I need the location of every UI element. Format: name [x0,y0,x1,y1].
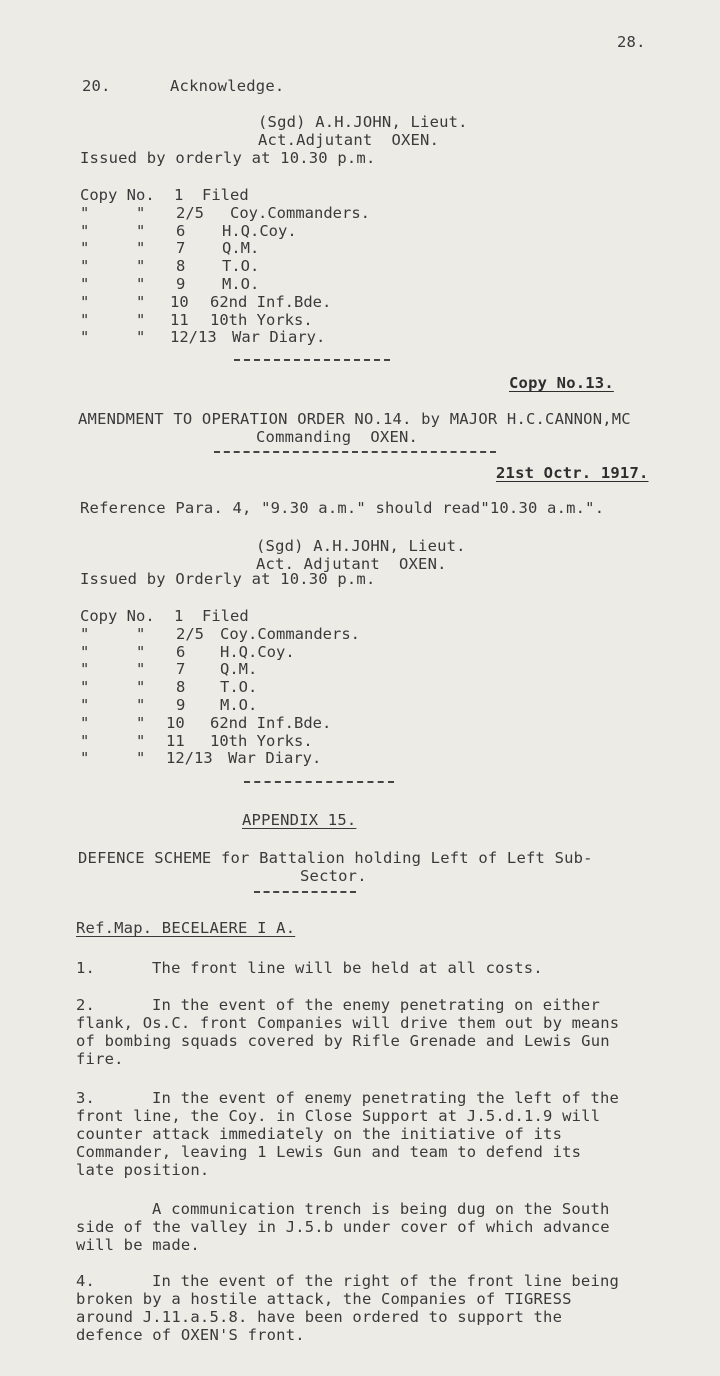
para-3b-line-3: will be made. [76,1236,200,1254]
para-3-line-5: late position. [76,1161,210,1179]
divider [244,781,394,783]
reference-map: Ref.Map. BECELAERE I A. [76,919,296,937]
signature-2-role: Act. Adjutant OXEN. [256,555,447,573]
para-3b-line-1: A communication trench is being dug on the South [152,1200,610,1218]
para-4-line-1: In the event of the right of the front line being [152,1272,620,1290]
divider [234,359,390,361]
signature-2-name: (Sgd) A.H.JOHN, Lieut. [256,537,466,555]
para-3-number: 3. [76,1089,96,1107]
para-3b-line-2: side of the valley in J.5.b under cover of which advance [76,1218,610,1236]
divider [214,451,496,453]
signature-1-role: Act.Adjutant OXEN. [258,131,440,149]
amendment-title: AMENDMENT TO OPERATION ORDER NO.14. by MAJOR H.C.CANNON,MC [78,410,631,428]
para-4-line-4: defence of OXEN'S front. [76,1326,305,1344]
para-4-line-3: around J.11.a.5.8. have been ordered to support the [76,1308,563,1326]
para-2-line-4: fire. [76,1050,124,1068]
para-4-number: 4. [76,1272,96,1290]
issued-line-1: Issued by orderly at 10.30 p.m. [80,149,376,167]
para-3-line-4: Commander, leaving 1 Lewis Gun and team to defend its [76,1143,582,1161]
para-1-text: The front line will be held at all costs. [152,959,543,977]
page-number: 28. [617,33,646,51]
appendix-title: APPENDIX 15. [242,811,357,829]
para-20-text: Acknowledge. [170,77,285,95]
document-page: 28. 20. Acknowledge. (Sgd) A.H.JOHN, Lieut. Act.Adjutant OXEN. Issued by orderly at 10.30 p.m. Copy No. 1 Filed " " 2/5 Coy.Commanders. " " 6 H.Q.Coy. " " 7 Q.M. " " 8 T.O. " " 9 M.O. " " 10 62nd Inf.Bde. " " 11 10th Yorks. " " 12/13 War Diary. Copy No.13. AMENDMENT TO OPERATION ORDER NO.14. by MAJOR H.C.CANNON,MC Commanding OXEN. 21st Octr. 1917. Reference Para. 4, "9.30 a.m." should read"10.30 a.m.". (Sgd) A.H.JOHN, Lieut. Act. Adjutant OXEN. Issued by Orderly at 10.30 p.m. Copy No. 1 Filed " " 2/5 Coy.Commanders. " " 6 H.Q.Coy. " " 7 Q.M. " " 8 T.O. " " 9 M.O. " " 10 62nd Inf.Bde. " " 11 10th Yorks. " " 12/13 War Diary. APPENDIX 15. DEFENCE SCHEME for Battalion holding Left of Left Sub- Sector. Ref.Map. BECELAERE I A. 1. The front line will be held at all costs. 2. In the event of the enemy penetrating on either flank, Os.C. front Companies will drive them out by means of bombing squads covered by Rifle Grenade and Lewis Gun fire. 3. In the event of enemy penetrating the left of the front line, the Coy. in Close Support at J.5.d.1.9 will counter attack immediately on the initiative of its Commander, leaving 1 Lewis Gun and team to defend its late position. A communication trench is being dug on the South side of the valley in J.5.b under cover of which advance will be made. 4. In the event of the right of the front line being broken by a hostile attack, the Companies of TIGRESS around J.11.a.5.8. have been ordered to support the defence of OXEN'S front. [76,33,649,1344]
defence-scheme-title-cont: Sector. [300,867,367,885]
signature-1-name: (Sgd) A.H.JOHN, Lieut. [258,113,468,131]
para-2-line-2: flank, Os.C. front Companies will drive them out by means [76,1014,620,1032]
issued-line-2: Issued by Orderly at 10.30 p.m. [80,570,376,588]
para-3-line-2: front line, the Coy. in Close Support at J.5.d.1.9 will [76,1107,601,1125]
para-2-line-3: of bombing squads covered by Rifle Grenade and Lewis Gun [76,1032,610,1050]
para-2-line-1: In the event of the enemy penetrating on either [152,996,600,1014]
amendment-commander: Commanding OXEN. [256,428,419,446]
defence-scheme-title: DEFENCE SCHEME for Battalion holding Left of Left Sub- [78,849,593,867]
para-1-number: 1. [76,959,96,977]
para-2-number: 2. [76,996,96,1014]
para-3-line-3: counter attack immediately on the initiative of its [76,1125,563,1143]
reference-para: Reference Para. 4, "9.30 a.m." should read"10.30 a.m.". [80,499,605,517]
order-date: 21st Octr. 1917. [496,464,649,482]
para-3-line-1: In the event of enemy penetrating the left of the [152,1089,620,1107]
para-4-line-2: broken by a hostile attack, the Companies of TIGRESS [76,1290,572,1308]
para-20-number: 20. [82,77,111,95]
divider [254,891,356,893]
copy-number: Copy No.13. [509,374,614,392]
